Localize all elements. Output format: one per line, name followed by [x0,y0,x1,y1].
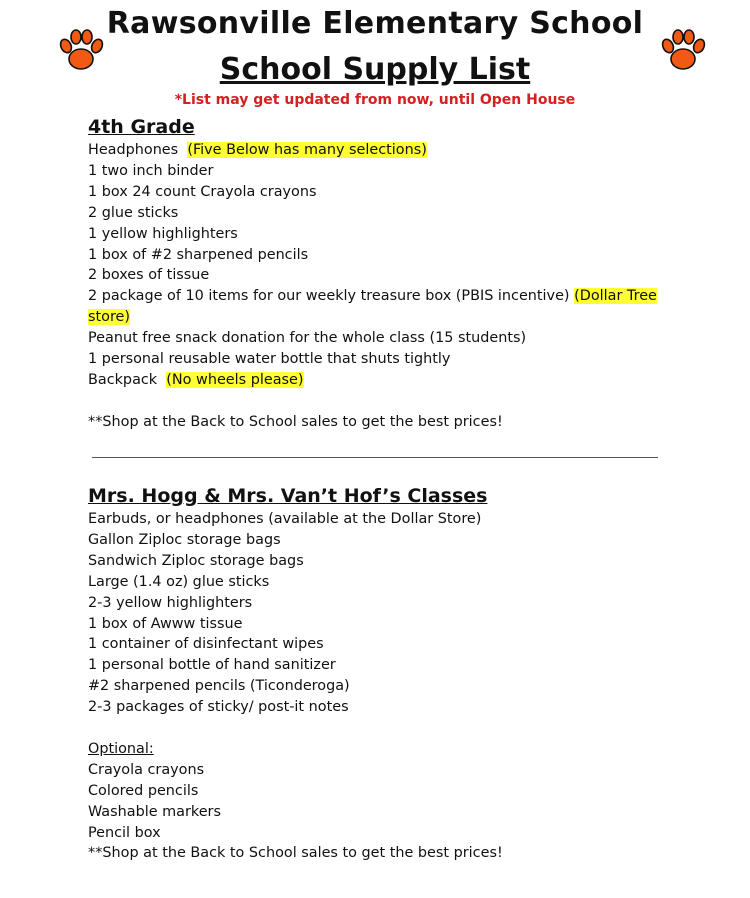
list-item [88,140,668,161]
highlighted-note: (No wheels please) [166,371,304,388]
list-item [88,286,668,328]
list-item: Pencil box [88,824,161,841]
list-item: 1 box 24 count Crayola crayons [88,183,317,200]
section-divider [92,457,658,458]
update-note: *List may get updated from now, until Open House [174,92,576,108]
list-item: 1 two inch binder [88,162,214,179]
list-item: Large (1.4 oz) glue sticks [88,573,270,590]
shop-note: **Shop at the Back to School sales to get the best prices! [88,845,503,862]
highlighted-note: (Five Below has many selections) [187,142,427,158]
backpack-text: Backpack [88,371,158,388]
list-item: 2 boxes of tissue [88,267,210,284]
list-item: 2-3 packages of sticky/ post-it notes [88,699,349,716]
classes-heading: Mrs. Hogg & Mrs. Van’t Hof’s Classes [88,485,488,507]
list-item: Sandwich Ziploc storage bags [88,552,304,569]
spacer [88,391,668,412]
list-item [88,370,668,391]
highlighted-note: (Dollar Tree store) [88,288,657,326]
list-item: Crayola crayons [88,761,205,778]
grade4-section [88,114,668,433]
spacer [88,718,668,739]
list-item: 1 box of Awww tissue [88,615,243,632]
treasure-text: 2 package of 10 items for our weekly treasure box (PBIS incentive) [88,288,575,305]
page-title: School Supply List [219,52,531,87]
list-item: 1 personal reusable water bottle that shuts tightly [88,351,451,368]
list-item: 1 personal bottle of hand sanitizer [88,657,336,674]
shop-note: **Shop at the Back to School sales to get the best prices! [88,413,503,430]
list-item: Colored pencils [88,782,199,799]
grade4-heading: 4th Grade [88,116,195,138]
list-item: Earbuds, or headphones (available at the Dollar Store) [88,511,482,527]
list-item: Washable markers [88,803,221,820]
list-item: 2-3 yellow highlighters [88,594,253,611]
optional-label: Optional: [88,740,154,757]
list-item: 1 box of #2 sharpened pencils [88,246,309,263]
headphones-text: Headphones [88,142,179,158]
classes-section [88,483,668,864]
list-item: #2 sharpened pencils (Ticonderoga) [88,678,350,695]
list-item: Peanut free snack donation for the whole class (15 students) [88,330,527,347]
list-item: 2 glue sticks [88,204,179,221]
list-item: Gallon Ziploc storage bags [88,531,281,548]
list-item: 1 yellow highlighters [88,225,238,242]
school-name: Rawsonville Elementary School [106,6,644,41]
list-item: 1 container of disinfectant wipes [88,636,324,653]
